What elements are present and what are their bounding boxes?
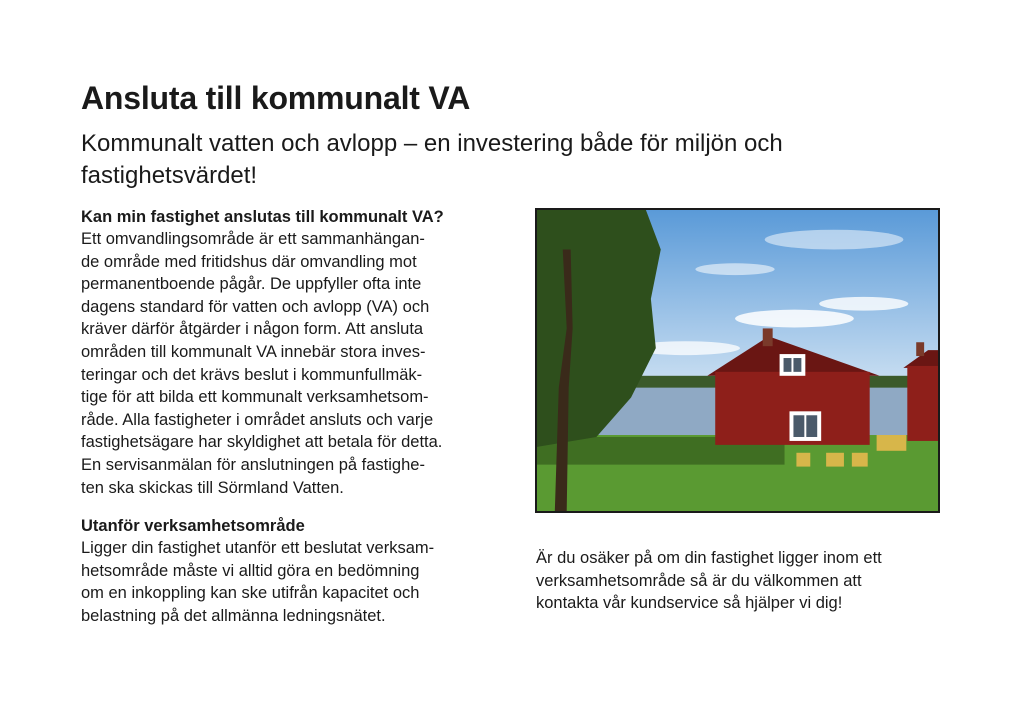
house-window <box>793 358 801 372</box>
house-window <box>780 354 806 376</box>
section-outside-area <box>81 515 501 627</box>
garden-chair <box>852 453 868 467</box>
left-column <box>81 206 501 628</box>
house-window <box>784 358 792 372</box>
cloud <box>819 297 908 311</box>
garden-chair <box>796 453 810 467</box>
customer-service-text: Är du osäker på om din fastighet ligger inom ett verksamhetsområde så är du välkommen att kontakta vår kundservice så hjälper vi dig! <box>536 549 882 613</box>
section-body: Ligger din fastighet utanför ett beslutat verksam- hetsområde måste vi alltid göra en bedömning om en inkoppling kan ske utifrån kapacitet och belastning på det allmänna ledningsnätet. <box>81 539 435 625</box>
section-body: Ett omvandlingsområde är ett sammanhängan- de område med fritidshus där omvandling mot permanentboende pågår. De uppfyller ofta inte dagens standard för vatten och avlopp (VA) och kräver därför åtgärder i någon form. Att ansluta områden till kommunalt VA innebär stora inves- teringar och det krävs beslut i kommunfullmäk- tige för att bilda ett kommunalt verksamhetsom- råde. Alla fastigheter i området ansluts och varje fastighetsägare har skyldighet att betala för detta. En servisanmälan för anslutningen på fastighe- ten ska skickas till Sörmland Vatten. <box>81 230 443 497</box>
section-heading: Kan min fastighet anslutas till kommunalt VA? <box>81 208 444 226</box>
house-window <box>806 415 817 437</box>
photo-illustration <box>537 210 938 511</box>
house-by-lake-photo <box>535 208 940 513</box>
page-title: Ansluta till kommunalt VA <box>81 80 471 116</box>
section-connect <box>81 206 501 499</box>
cloud <box>765 230 904 250</box>
chimney <box>763 328 773 346</box>
barn-chimney <box>916 342 924 356</box>
cloud <box>735 310 854 328</box>
page-subtitle: Kommunalt vatten och avlopp – en investering både för miljön och fastighetsvärdet! <box>81 130 783 189</box>
barn-wall <box>907 366 938 441</box>
section-heading: Utanför verksamhetsområde <box>81 517 305 536</box>
house-window <box>793 415 804 437</box>
garden-chair <box>826 453 844 467</box>
cloud <box>695 263 774 275</box>
garden-table <box>877 435 907 451</box>
